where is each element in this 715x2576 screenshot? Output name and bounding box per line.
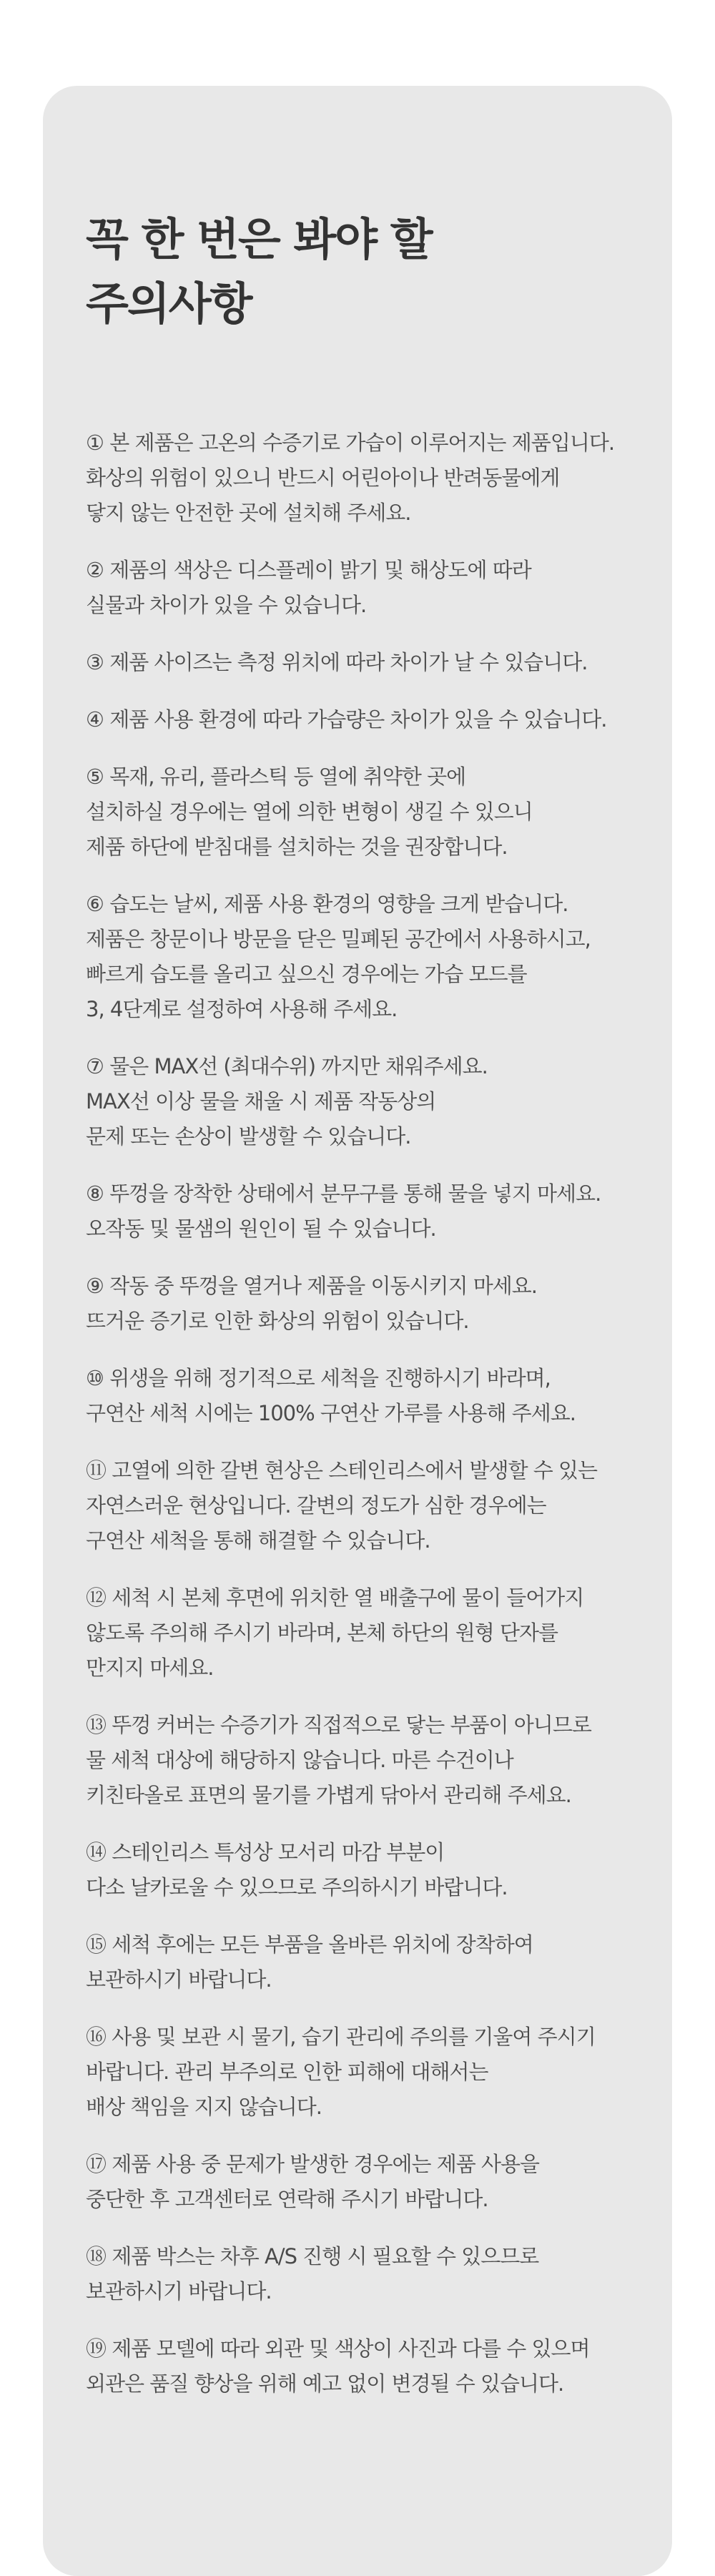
notice-line: 화상의 위험이 있으니 반드시 어린아이나 반려동물에게 xyxy=(86,466,560,490)
notice-line: ⑧ 뚜껑을 장착한 상태에서 분무구를 통해 물을 넣지 마세요. xyxy=(86,1181,601,1206)
notice-list xyxy=(86,426,629,2402)
notice-line: 만지지 마세요. xyxy=(86,1656,214,1680)
notice-line: 보관하시기 바랍니다. xyxy=(86,2279,272,2304)
notice-line: ⑦ 물은 MAX선 (최대수위) 까지만 채워주세요. xyxy=(86,1054,488,1078)
notice-line: 제품은 창문이나 방문을 닫은 밀폐된 공간에서 사용하시고, xyxy=(86,927,591,951)
notice-line: 자연스러운 현상입니다. 갈변의 정도가 심한 경우에는 xyxy=(86,1493,546,1518)
notice-line: MAX선 이상 물을 채울 시 제품 작동상의 xyxy=(86,1089,436,1114)
notice-line: ⑱ 제품 박스는 차후 A/S 진행 시 필요할 수 있으므로 xyxy=(86,2244,539,2268)
notice-line: 외관은 품질 향상을 위해 예고 없이 변경될 수 있습니다. xyxy=(86,2371,564,2396)
notice-line: 설치하실 경우에는 열에 의한 변형이 생길 수 있으니 xyxy=(86,800,533,824)
notice-item xyxy=(86,759,629,865)
notice-line: ④ 제품 사용 환경에 따라 가습량은 차이가 있을 수 있습니다. xyxy=(86,707,607,732)
notice-item xyxy=(86,2331,629,2402)
notice-line: ⑥ 습도는 날씨, 제품 사용 환경의 영향을 크게 받습니다. xyxy=(86,892,568,916)
notice-line: ⑮ 세척 후에는 모든 부품을 올바른 위치에 장착하여 xyxy=(86,1932,533,1957)
notice-line: 보관하시기 바랍니다. xyxy=(86,1967,272,1992)
notice-item xyxy=(86,553,629,623)
notice-item xyxy=(86,1580,629,1686)
notice-line: ⑭ 스테인리스 특성상 모서리 마감 부분이 xyxy=(86,1840,445,1864)
notice-item xyxy=(86,1361,629,1431)
notice-item xyxy=(86,887,629,1027)
notice-line: 오작동 및 물샘의 원인이 될 수 있습니다. xyxy=(86,1216,436,1241)
notice-line: ① 본 제품은 고온의 수증기로 가습이 이루어지는 제품입니다. xyxy=(86,431,615,455)
notice-item xyxy=(86,1835,629,1905)
notice-item xyxy=(86,1049,629,1154)
notice-line: ⑩ 위생을 위해 정기적으로 세척을 진행하시기 바라며, xyxy=(86,1366,551,1390)
notice-item xyxy=(86,1176,629,1247)
notice-line: 배상 책임을 지지 않습니다. xyxy=(86,2095,322,2119)
notice-line: 문제 또는 손상이 발생할 수 있습니다. xyxy=(86,1124,411,1149)
notice-line: ② 제품의 색상은 디스플레이 밝기 및 해상도에 따라 xyxy=(86,558,531,582)
notice-item xyxy=(86,2020,629,2125)
notice-line: ⑨ 작동 중 뚜껑을 열거나 제품을 이동시키지 마세요. xyxy=(86,1274,538,1298)
notice-item xyxy=(86,1708,629,1813)
notice-item xyxy=(86,645,629,680)
notice-item xyxy=(86,2239,629,2309)
notice-line: ⑬ 뚜껑 커버는 수증기가 직접적으로 닿는 부품이 아니므로 xyxy=(86,1713,591,1737)
notice-item xyxy=(86,1453,629,1558)
notice-line: 바랍니다. 관리 부주의로 인한 피해에 대해서는 xyxy=(86,2060,488,2084)
title-line-2: 주의사항 xyxy=(86,277,252,330)
notice-item xyxy=(86,2147,629,2217)
notice-line: 구연산 세척 시에는 100% 구연산 가루를 사용해 주세요. xyxy=(86,1401,576,1425)
notice-line: ⑪ 고열에 의한 갈변 현상은 스테인리스에서 발생할 수 있는 xyxy=(86,1458,598,1483)
notice-line: ③ 제품 사이즈는 측정 위치에 따라 차이가 날 수 있습니다. xyxy=(86,650,588,674)
notice-line: ⑰ 제품 사용 중 문제가 발생한 경우에는 제품 사용을 xyxy=(86,2152,540,2176)
notice-line: 닿지 않는 안전한 곳에 설치해 주세요. xyxy=(86,501,411,525)
notice-line: 키친타올로 표면의 물기를 가볍게 닦아서 관리해 주세요. xyxy=(86,1783,571,1807)
notice-line: 구연산 세척을 통해 해결할 수 있습니다. xyxy=(86,1528,430,1553)
notice-line: ⑤ 목재, 유리, 플라스틱 등 열에 취약한 곳에 xyxy=(86,765,466,789)
notice-line: 실물과 차이가 있을 수 있습니다. xyxy=(86,593,367,617)
notice-line: 뜨거운 증기로 인한 화상의 위험이 있습니다. xyxy=(86,1309,469,1333)
notice-line: ⑲ 제품 모델에 따라 외관 및 색상이 사진과 다를 수 있으며 xyxy=(86,2336,590,2361)
notice-line: ⑯ 사용 및 보관 시 물기, 습기 관리에 주의를 기울여 주시기 xyxy=(86,2025,596,2049)
page-title xyxy=(86,207,629,336)
notice-item xyxy=(86,702,629,737)
notice-line: 않도록 주의해 주시기 바라며, 본체 하단의 원형 단자를 xyxy=(86,1621,558,1645)
notice-line: 중단한 후 고객센터로 연락해 주시기 바랍니다. xyxy=(86,2187,488,2211)
notice-line: 빠르게 습도를 올리고 싶으신 경우에는 가습 모드를 xyxy=(86,962,527,986)
notice-item xyxy=(86,1927,629,1997)
notice-card xyxy=(43,86,672,2576)
notice-line: 물 세척 대상에 해당하지 않습니다. 마른 수건이나 xyxy=(86,1748,513,1772)
title-line-1: 꼭 한 번은 봐야 할 xyxy=(86,213,432,265)
notice-item xyxy=(86,426,629,531)
notice-line: 제품 하단에 받침대를 설치하는 것을 권장합니다. xyxy=(86,835,508,859)
notice-line: 다소 날카로울 수 있으므로 주의하시기 바랍니다. xyxy=(86,1875,508,1899)
notice-line: ⑫ 세척 시 본체 후면에 위치한 열 배출구에 물이 들어가지 xyxy=(86,1586,584,1610)
notice-line: 3, 4단계로 설정하여 사용해 주세요. xyxy=(86,997,398,1021)
notice-item xyxy=(86,1269,629,1339)
